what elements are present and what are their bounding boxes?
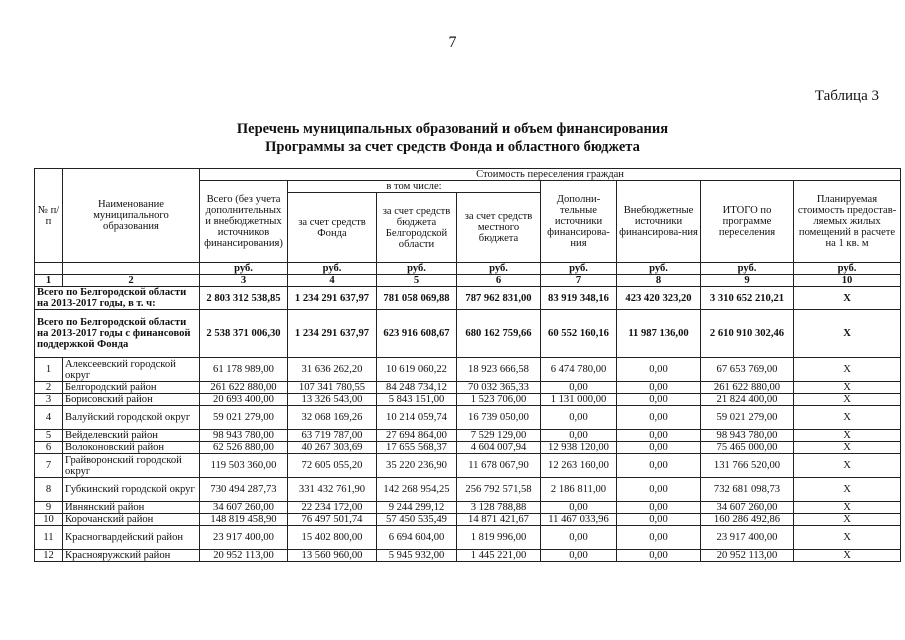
document-title [0,120,905,156]
municipality-name: Алексеевский городской округ [63,358,200,382]
value-cell: 62 526 880,00 [200,442,288,454]
value-cell: 623 916 608,67 [377,310,457,358]
value-cell: 0,00 [617,454,701,478]
municipality-name: Губкинский городской округ [63,478,200,502]
row-number: 3 [35,394,63,406]
row-number: 9 [35,502,63,514]
total-row [35,287,901,310]
table-row [35,442,901,454]
value-cell: 16 739 050,00 [457,406,541,430]
value-cell: 40 267 303,69 [288,442,377,454]
value-cell: 10 214 059,74 [377,406,457,430]
value-cell: 20 952 113,00 [701,550,794,562]
value-cell: 59 021 279,00 [200,406,288,430]
row-number: 10 [35,514,63,526]
value-cell: 5 945 932,00 [377,550,457,562]
value-cell: 261 622 880,00 [200,382,288,394]
column-number: 7 [541,275,617,287]
value-cell: 34 607 260,00 [701,502,794,514]
unit-cell: руб. [200,263,288,275]
units-row [35,263,901,275]
planned-cost-cell: Х [794,310,901,358]
value-cell: 0,00 [617,430,701,442]
row-number: 12 [35,550,63,562]
value-cell: 12 263 160,00 [541,454,617,478]
table-row [35,358,901,382]
column-number: 10 [794,275,901,287]
value-cell: 1 445 221,00 [457,550,541,562]
column-number: 9 [701,275,794,287]
planned-cost-cell: Х [794,287,901,310]
value-cell: 21 824 400,00 [701,394,794,406]
planned-cost-cell: Х [794,454,901,478]
header-planned: Планируемая стоимость предостав-ляемых жилых помещений в расчете на 1 кв. м [794,181,901,263]
municipality-name: Грайворонский городской округ [63,454,200,478]
header-including: в том числе: [288,181,541,193]
value-cell: 17 655 568,37 [377,442,457,454]
value-cell: 15 402 800,00 [288,526,377,550]
header-itogo: ИТОГО по программе переселения [701,181,794,263]
header-num: № п/п [35,169,63,263]
value-cell: 0,00 [541,502,617,514]
value-cell: 13 326 543,00 [288,394,377,406]
value-cell: 0,00 [541,430,617,442]
value-cell: 732 681 098,73 [701,478,794,502]
value-cell: 2 610 910 302,46 [701,310,794,358]
value-cell: 59 021 279,00 [701,406,794,430]
value-cell: 32 068 169,26 [288,406,377,430]
table-row [35,430,901,442]
municipality-name: Волоконовский район [63,442,200,454]
value-cell: 11 467 033,96 [541,514,617,526]
value-cell: 3 310 652 210,21 [701,287,794,310]
value-cell: 75 465 000,00 [701,442,794,454]
header-additional: Дополни-тельные источники финансирова-ния [541,181,617,263]
value-cell: 1 523 706,00 [457,394,541,406]
value-cell: 0,00 [541,406,617,430]
value-cell: 0,00 [617,514,701,526]
municipality-name: Ивнянский район [63,502,200,514]
value-cell: 0,00 [617,358,701,382]
municipality-name: Краснояружский район [63,550,200,562]
value-cell: 9 244 299,12 [377,502,457,514]
value-cell: 0,00 [541,382,617,394]
total-row [35,310,901,358]
value-cell: 11 678 067,90 [457,454,541,478]
value-cell: 0,00 [617,526,701,550]
value-cell: 0,00 [617,478,701,502]
value-cell: 1 234 291 637,97 [288,310,377,358]
value-cell: 7 529 129,00 [457,430,541,442]
value-cell: 6 474 780,00 [541,358,617,382]
value-cell: 3 128 788,88 [457,502,541,514]
unit-cell: руб. [617,263,701,275]
value-cell: 787 962 831,00 [457,287,541,310]
value-cell: 131 766 520,00 [701,454,794,478]
value-cell: 0,00 [617,502,701,514]
planned-cost-cell: Х [794,514,901,526]
unit-cell: руб. [377,263,457,275]
unit-cell: руб. [457,263,541,275]
row-number: 2 [35,382,63,394]
header-cost-group: Стоимость переселения граждан [200,169,901,181]
value-cell: 0,00 [617,394,701,406]
value-cell: 18 923 666,58 [457,358,541,382]
unit-cell: руб. [794,263,901,275]
title-line-1: Перечень муниципальных образований и объем финансирования [236,121,669,137]
value-cell: 34 607 260,00 [200,502,288,514]
value-cell: 331 432 761,90 [288,478,377,502]
municipality-name: Вейделевский район [63,430,200,442]
municipality-name: Борисовский район [63,394,200,406]
value-cell: 11 987 136,00 [617,310,701,358]
title-line-2: Программы за счет средств Фонда и областного бюджета [265,139,640,155]
value-cell: 63 719 787,00 [288,430,377,442]
header-total: Всего (без учета дополнительных и внебюджетных источников финансирования) [200,181,288,263]
municipality-name: Белгородский район [63,382,200,394]
planned-cost-cell: Х [794,478,901,502]
value-cell: 160 286 492,86 [701,514,794,526]
column-number: 1 [35,275,63,287]
value-cell: 0,00 [617,442,701,454]
value-cell: 61 178 989,00 [200,358,288,382]
row-number: 5 [35,430,63,442]
column-numbers-row [35,275,901,287]
unit-cell: руб. [288,263,377,275]
value-cell: 2 538 371 006,30 [200,310,288,358]
value-cell: 119 503 360,00 [200,454,288,478]
total-label: Всего по Белгородской области на 2013-2017 годы с финансовой поддержкой Фонда [35,310,200,358]
value-cell: 5 843 151,00 [377,394,457,406]
column-number: 2 [63,275,200,287]
value-cell: 0,00 [617,550,701,562]
value-cell: 35 220 236,90 [377,454,457,478]
value-cell: 98 943 780,00 [701,430,794,442]
value-cell: 20 952 113,00 [200,550,288,562]
value-cell: 57 450 535,49 [377,514,457,526]
table-row [35,406,901,430]
municipality-name: Корочанский район [63,514,200,526]
planned-cost-cell: Х [794,358,901,382]
value-cell: 70 032 365,33 [457,382,541,394]
row-number: 1 [35,358,63,382]
value-cell: 1 131 000,00 [541,394,617,406]
value-cell: 23 917 400,00 [200,526,288,550]
value-cell: 142 268 954,25 [377,478,457,502]
value-cell: 6 694 604,00 [377,526,457,550]
table-row [35,478,901,502]
value-cell: 1 234 291 637,97 [288,287,377,310]
value-cell: 10 619 060,22 [377,358,457,382]
value-cell: 148 819 458,90 [200,514,288,526]
table-row [35,502,901,514]
header-region: за счет средств бюджета Белгородской области [377,193,457,263]
total-label: Всего по Белгородской области на 2013-2017 годы, в т. ч: [35,287,200,310]
header-name: Наименование муниципального образования [63,169,200,263]
planned-cost-cell: Х [794,442,901,454]
planned-cost-cell: Х [794,526,901,550]
value-cell: 83 919 348,16 [541,287,617,310]
value-cell: 680 162 759,66 [457,310,541,358]
value-cell: 0,00 [541,550,617,562]
value-cell: 4 604 007,94 [457,442,541,454]
column-number: 8 [617,275,701,287]
value-cell: 2 186 811,00 [541,478,617,502]
municipality-name: Валуйский городской округ [63,406,200,430]
column-number: 5 [377,275,457,287]
column-number: 6 [457,275,541,287]
unit-cell: руб. [701,263,794,275]
value-cell: 13 560 960,00 [288,550,377,562]
value-cell: 72 605 055,20 [288,454,377,478]
value-cell: 84 248 734,12 [377,382,457,394]
value-cell: 423 420 323,20 [617,287,701,310]
value-cell: 1 819 996,00 [457,526,541,550]
value-cell: 261 622 880,00 [701,382,794,394]
page-number: 7 [448,34,457,51]
table-row [35,394,901,406]
value-cell: 730 494 287,73 [200,478,288,502]
value-cell: 2 803 312 538,85 [200,287,288,310]
column-number: 4 [288,275,377,287]
value-cell: 23 917 400,00 [701,526,794,550]
row-number: 11 [35,526,63,550]
row-number: 7 [35,454,63,478]
table-row [35,454,901,478]
value-cell: 781 058 069,88 [377,287,457,310]
value-cell: 27 694 864,00 [377,430,457,442]
value-cell: 12 938 120,00 [541,442,617,454]
value-cell: 98 943 780,00 [200,430,288,442]
table-row [35,526,901,550]
planned-cost-cell: Х [794,382,901,394]
financing-table [34,168,901,562]
value-cell: 31 636 262,20 [288,358,377,382]
planned-cost-cell: Х [794,502,901,514]
value-cell: 107 341 780,55 [288,382,377,394]
value-cell: 67 653 769,00 [701,358,794,382]
table-row [35,550,901,562]
value-cell: 14 871 421,67 [457,514,541,526]
value-cell: 76 497 501,74 [288,514,377,526]
unit-cell: руб. [541,263,617,275]
table-row [35,382,901,394]
row-number: 8 [35,478,63,502]
value-cell: 256 792 571,58 [457,478,541,502]
table-label: Таблица 3 [814,88,879,104]
planned-cost-cell: Х [794,430,901,442]
value-cell: 0,00 [541,526,617,550]
value-cell: 22 234 172,00 [288,502,377,514]
value-cell: 20 693 400,00 [200,394,288,406]
header-offbudget: Внебюджетные источники финансирова-ния [617,181,701,263]
planned-cost-cell: Х [794,550,901,562]
row-number: 6 [35,442,63,454]
table-row [35,514,901,526]
value-cell: 0,00 [617,382,701,394]
header-fund: за счет средств Фонда [288,193,377,263]
municipality-name: Красногвардейский район [63,526,200,550]
planned-cost-cell: Х [794,394,901,406]
header-local: за счет средств местного бюджета [457,193,541,263]
value-cell: 0,00 [617,406,701,430]
column-number: 3 [200,275,288,287]
planned-cost-cell: Х [794,406,901,430]
row-number: 4 [35,406,63,430]
value-cell: 60 552 160,16 [541,310,617,358]
